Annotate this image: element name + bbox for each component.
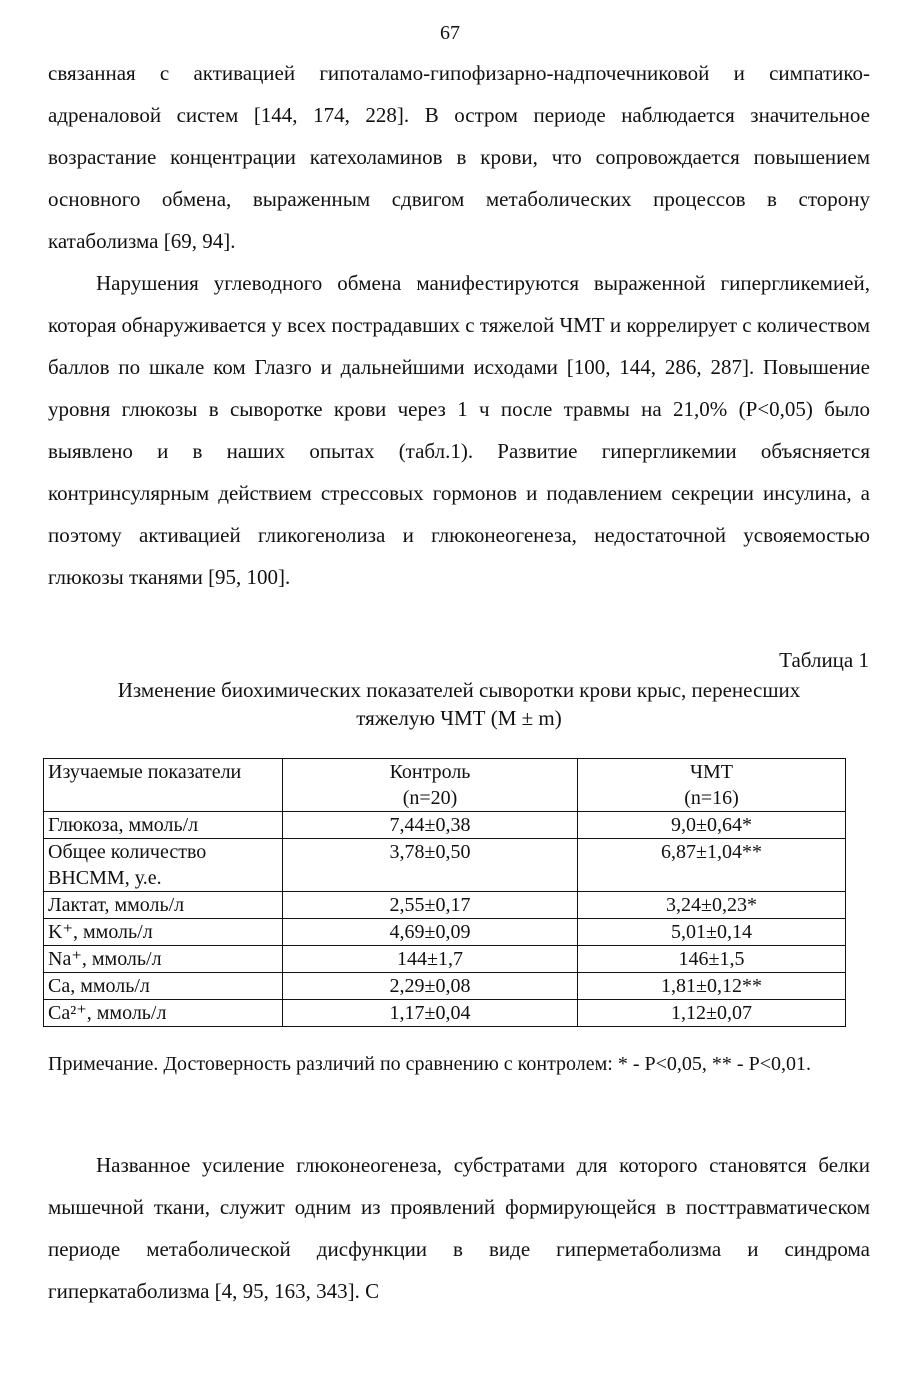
- header-control-n: (n=20): [402, 787, 458, 809]
- header-param: [44, 759, 283, 812]
- header-control-label: Контроль: [389, 761, 471, 783]
- table-note: Примечание. Достоверность различий по сравнению с контролем: * - Р<0,05, ** - Р<0,01.: [48, 1053, 811, 1075]
- table-row: [44, 839, 846, 892]
- header-chmt-label: ЧМТ: [690, 761, 733, 783]
- header-chmt: [578, 759, 846, 812]
- header-control: [283, 759, 578, 812]
- table-row: [44, 812, 846, 839]
- paragraph-1: связанная с активацией гипоталамо-гипофизарно-надпочечниковой и симпатико-адреналовой систем [144, 174, 228]. В остром периоде наблюдается значительное возрастание концентрации катехоламинов в крови, что сопровождается повышением основного обмена, выраженным сдвигом метаболических процессов в сторону катаболизма [69, 94].: [48, 61, 870, 253]
- table-row: [44, 946, 846, 973]
- table-row: [44, 973, 846, 1000]
- table-title-line-2: тяжелую ЧМТ (М ± m): [356, 706, 562, 730]
- table-row: [44, 892, 846, 919]
- table-label: Таблица 1: [779, 648, 869, 672]
- row-param: Глюкоза, ммоль/л: [44, 812, 283, 839]
- row-control: 144±1,7: [283, 946, 578, 973]
- row-param: Ca²⁺, ммоль/л: [44, 1000, 283, 1027]
- paragraph-3: Названное усиление глюконеогенеза, субстратами для которого становятся белки мышечной ткани, служит одним из проявлений формирующейся в посттравматическом периоде метаболической дисфункции в виде гиперметаболизма и синдрома гиперкатаболизма [4, 95, 163, 343]. С: [48, 1153, 870, 1303]
- row-control: 3,78±0,50: [283, 839, 578, 892]
- row-param: K⁺, ммоль/л: [44, 919, 283, 946]
- row-param: Лактат, ммоль/л: [44, 892, 283, 919]
- row-control: 7,44±0,38: [283, 812, 578, 839]
- row-chmt: 6,87±1,04**: [578, 839, 846, 892]
- paragraph-2: Нарушения углеводного обмена манифестируются выраженной гипергликемией, которая обнаруживается у всех пострадавших с тяжелой ЧМТ и коррелирует с количеством баллов по шкале ком Глазго и дальнейшими исходами [100, 144, 286, 287]. Повышение уровня глюкозы в сыворотке крови через 1 ч после травмы на 21,0% (Р<0,05) было выявлено и в наших опытах (табл.1). Развитие гипергликемии объясняется контринсулярным действием стрессовых гормонов и подавлением секреции инсулина, а поэтому активацией гликогенолиза и глюконеогенеза, недостаточной усвояемостью глюкозы тканями [95, 100].: [48, 271, 870, 589]
- row-control: 2,55±0,17: [283, 892, 578, 919]
- header-chmt-n: (n=16): [684, 787, 739, 809]
- row-control: 2,29±0,08: [283, 973, 578, 1000]
- table-header-row: [44, 759, 846, 812]
- row-chmt: 5,01±0,14: [578, 919, 846, 946]
- row-param-line-2: ВНСММ, у.е.: [48, 867, 162, 889]
- row-control: 4,69±0,09: [283, 919, 578, 946]
- row-chmt: 146±1,5: [578, 946, 846, 973]
- row-chmt: 9,0±0,64*: [578, 812, 846, 839]
- biochem-table: [43, 758, 846, 1027]
- table-row: [44, 919, 846, 946]
- header-param-label: Изучаемые показатели: [48, 761, 242, 783]
- table-title-line-1: Изменение биохимических показателей сыворотки крови крыс, перенесших: [117, 678, 801, 702]
- row-param: Na⁺, ммоль/л: [44, 946, 283, 973]
- table-row: [44, 1000, 846, 1027]
- row-chmt: 3,24±0,23*: [578, 892, 846, 919]
- row-chmt: 1,81±0,12**: [578, 973, 846, 1000]
- row-control: 1,17±0,04: [283, 1000, 578, 1027]
- row-param: Ca, ммоль/л: [44, 973, 283, 1000]
- row-chmt: 1,12±0,07: [578, 1000, 846, 1027]
- row-param: [44, 839, 283, 892]
- page-number: 67: [440, 22, 460, 44]
- table-title: [48, 676, 870, 732]
- row-param-line-1: Общее количество: [48, 841, 207, 863]
